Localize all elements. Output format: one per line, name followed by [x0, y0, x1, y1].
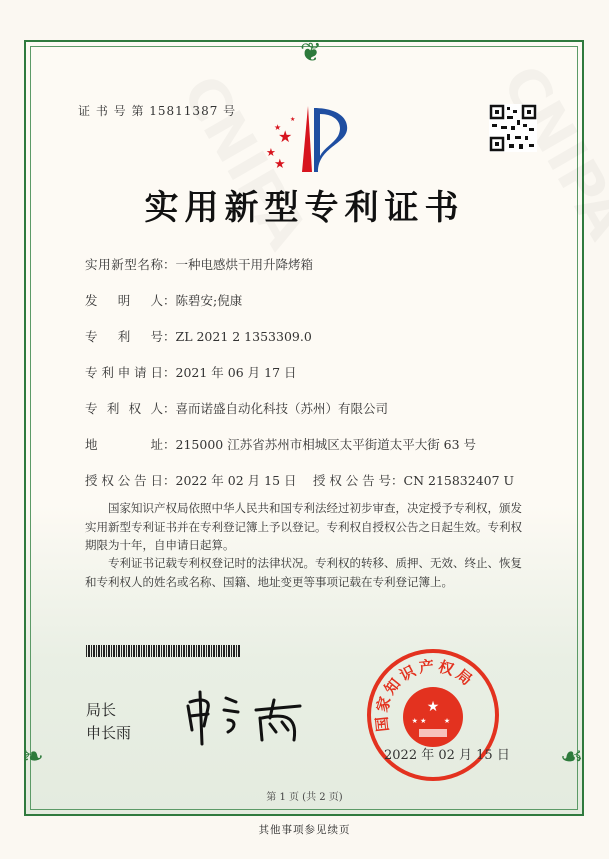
- page-indicator: 第 1 页 (共 2 页): [266, 792, 343, 803]
- barcode: [86, 645, 241, 657]
- signature: [182, 688, 312, 748]
- svg-text:★: ★: [426, 699, 440, 715]
- field-utility-model-name: 实用新型名称：一种电感烘干用升降烤箱: [85, 257, 314, 272]
- field-value: ZL 2021 2 1353309.0: [175, 329, 312, 344]
- field-patent-number: 专利号：ZL 2021 2 1353309.0: [85, 329, 312, 344]
- field-label: 授权公告号: [313, 473, 391, 488]
- chief-title: 局长: [86, 701, 117, 719]
- svg-text:★: ★: [274, 123, 282, 132]
- field-label: 授权公告日: [85, 473, 163, 488]
- field-value: CN 215832407 U: [403, 473, 515, 488]
- statement-paragraph: 专利证书记载专利权登记时的法律状况。专利权的转移、质押、无效、终止、恢复和专利权人的姓名或名称、国籍、地址变更等事项记载在专利登记簿上。: [85, 556, 522, 589]
- field-patentee: 专利权人：喜而诺盛自动化科技（苏州）有限公司: [85, 401, 389, 416]
- svg-text:★: ★: [278, 127, 293, 146]
- continued-note: 其他事项参见续页: [258, 824, 351, 836]
- field-inventor: 发明人：陈碧安;倪康: [85, 293, 243, 308]
- certificate-number: 证 书 号 第 15811387 号: [78, 104, 237, 118]
- corner-ornament: ❧: [22, 742, 44, 772]
- field-value: 2022 年 02 月 15 日: [175, 473, 297, 488]
- field-value: 陈碧安;倪康: [175, 293, 243, 308]
- seal-text: 国家知识产权局: [372, 656, 478, 733]
- field-value: 喜而诺盛自动化科技（苏州）有限公司: [175, 401, 389, 416]
- page-title: 实用新型专利证书: [144, 188, 465, 228]
- svg-text:★: ★: [443, 717, 451, 725]
- svg-text:★: ★: [274, 157, 286, 172]
- corner-ornament: ☙: [560, 742, 584, 772]
- field-label: 专利申请日: [85, 365, 163, 380]
- field-label: 专利号: [85, 329, 163, 344]
- field-label: 实用新型名称: [85, 257, 163, 272]
- seal-date: 2022 年 02 月 15 日: [384, 748, 510, 763]
- field-label: 地址: [85, 437, 163, 452]
- field-value: 一种电感烘干用升降烤箱: [175, 257, 314, 272]
- field-address: 地址：215000 江苏省苏州市相城区太平街道太平大街 63 号: [85, 437, 477, 452]
- field-grant-number: 授权公告号：CN 215832407 U: [313, 473, 515, 488]
- field-value: 2021 年 06 月 17 日: [175, 365, 297, 380]
- svg-text:★: ★: [290, 116, 296, 123]
- statement-paragraph: 国家知识产权局依照中华人民共和国专利法经过初步审查，决定授予专利权，颁发实用新型专利证书并在专利登记簿上予以登记。专利权自授权公告之日起生效。专利权期限为十年，自申请日起算。: [85, 501, 522, 552]
- field-value: 215000 江苏省苏州市相城区太平街道太平大街 63 号: [175, 437, 477, 452]
- field-grant-date: 授权公告日：2022 年 02 月 15 日: [85, 473, 297, 488]
- field-application-date: 专利申请日：2021 年 06 月 17 日: [85, 365, 297, 380]
- svg-text:★ ★: ★ ★: [411, 717, 427, 725]
- chief-name: 申长雨: [86, 724, 132, 742]
- field-label: 发明人: [85, 293, 163, 308]
- svg-text:★: ★: [266, 146, 276, 159]
- field-label: 专利权人: [85, 401, 163, 416]
- qr-code: [489, 104, 537, 152]
- top-ornament: ❦: [300, 38, 322, 68]
- cnipa-logo: [258, 104, 354, 174]
